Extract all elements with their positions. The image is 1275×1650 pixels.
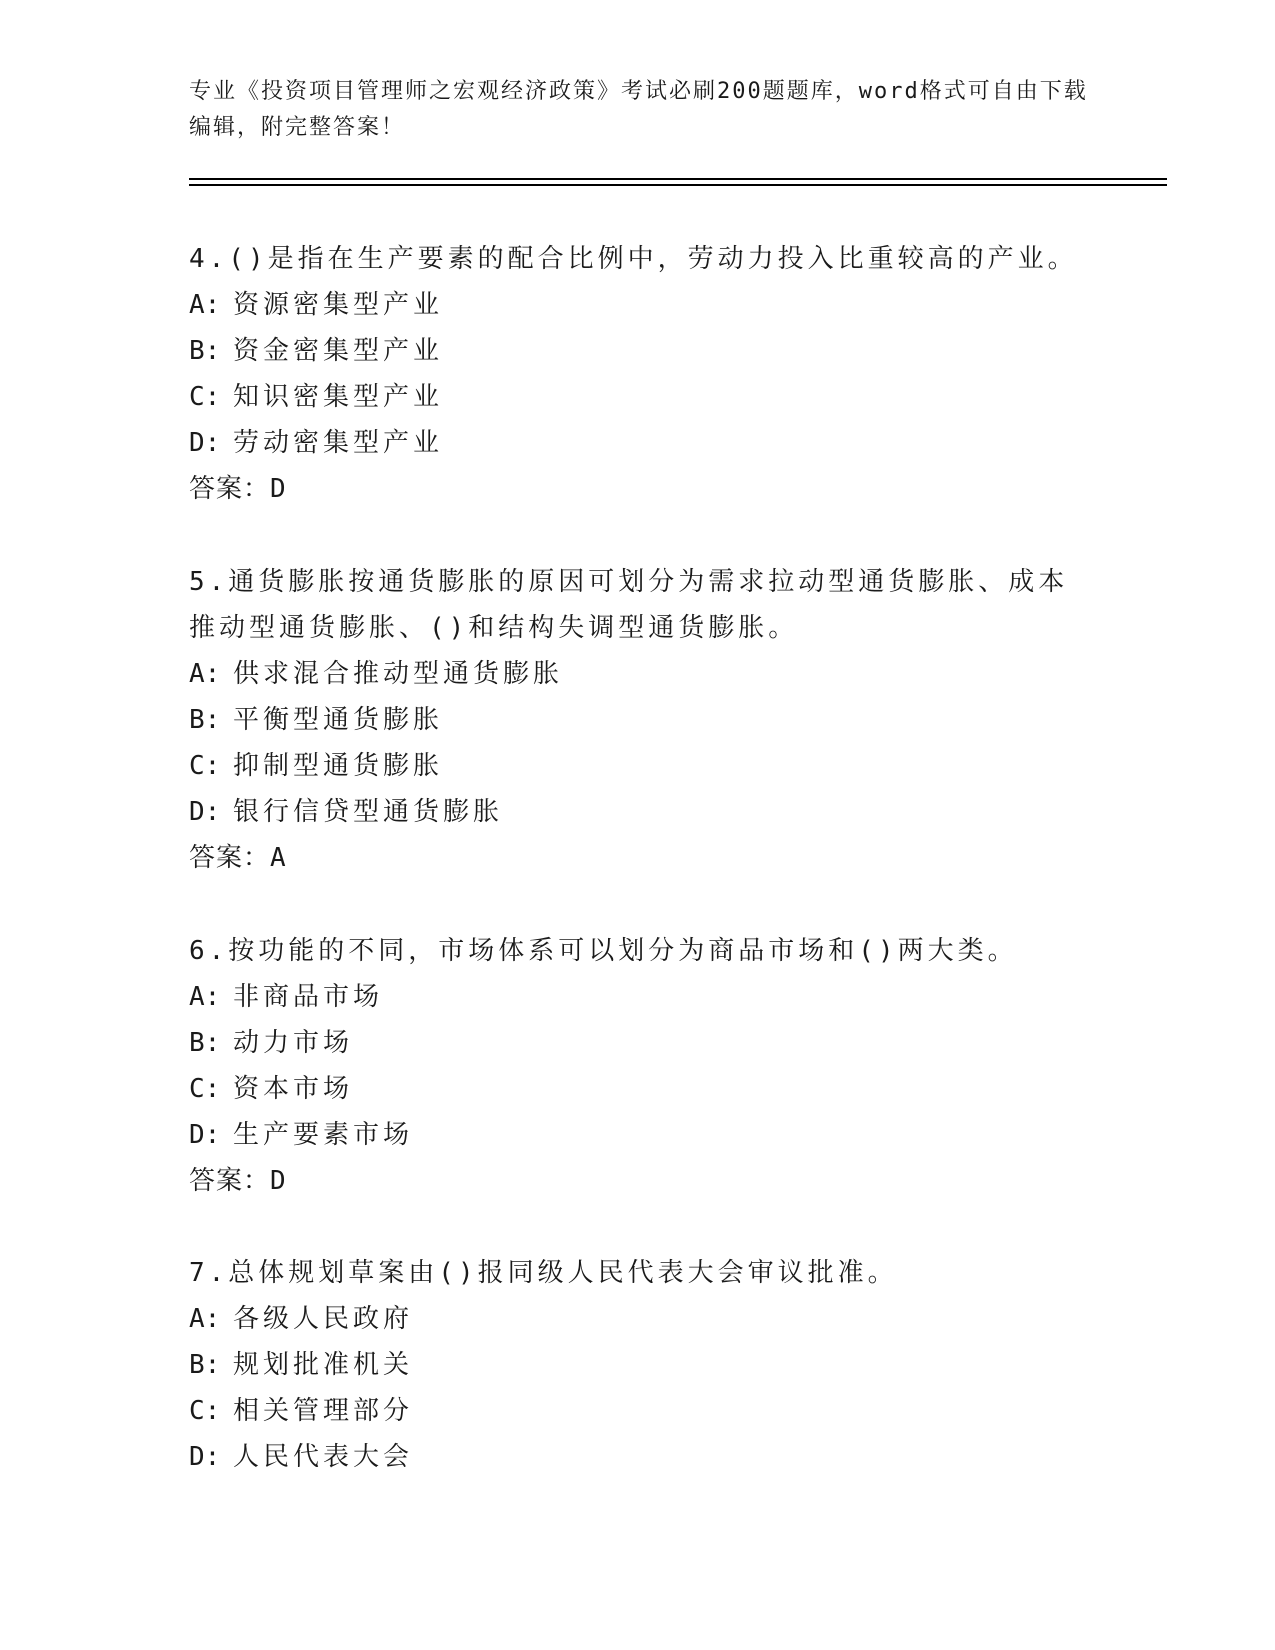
option-text: 各级人民政府 xyxy=(233,1304,414,1334)
option-a xyxy=(189,974,1089,1020)
option-label: C: xyxy=(189,1074,221,1104)
option-d xyxy=(189,420,1089,466)
option-text: 动力市场 xyxy=(233,1028,354,1058)
option-a xyxy=(189,1296,1089,1342)
option-d xyxy=(189,1112,1089,1158)
option-c xyxy=(189,1388,1089,1434)
option-a xyxy=(189,282,1089,328)
question-stem: 6.按功能的不同，市场体系可以划分为商品市场和()两大类。 xyxy=(189,936,1018,966)
option-label: C: xyxy=(189,382,221,412)
option-d xyxy=(189,789,1089,835)
option-text: 平衡型通货膨胀 xyxy=(233,705,444,735)
option-c xyxy=(189,374,1089,420)
question-5 xyxy=(189,559,1089,881)
option-text: 知识密集型产业 xyxy=(233,382,444,412)
option-label: A: xyxy=(189,659,221,689)
option-text: 资源密集型产业 xyxy=(233,290,444,320)
option-label: D: xyxy=(189,1442,221,1472)
option-label: C: xyxy=(189,1396,221,1426)
option-label: A: xyxy=(189,290,221,320)
option-d xyxy=(189,1434,1089,1480)
option-c xyxy=(189,743,1089,789)
question-stem: 7.总体规划草案由()报同级人民代表大会审议批准。 xyxy=(189,1258,898,1288)
option-a xyxy=(189,651,1089,697)
question-stem: 5.通货膨胀按通货膨胀的原因可划分为需求拉动型通货膨胀、成本推动型通货膨胀、()和结构失调型通货膨胀。 xyxy=(189,567,1069,643)
option-text: 资金密集型产业 xyxy=(233,336,444,366)
option-label: D: xyxy=(189,1120,221,1150)
question-stem: 4.()是指在生产要素的配合比例中，劳动力投入比重较高的产业。 xyxy=(189,244,1078,274)
option-label: B: xyxy=(189,336,221,366)
header-divider-top xyxy=(189,178,1167,180)
option-b xyxy=(189,328,1089,374)
option-label: B: xyxy=(189,1350,221,1380)
option-text: 抑制型通货膨胀 xyxy=(233,751,444,781)
document-header: 专业《投资项目管理师之宏观经济政策》考试必刷200题题库，word格式可自由下载编辑，附完整答案！ xyxy=(189,79,1088,140)
option-label: A: xyxy=(189,1304,221,1334)
option-text: 相关管理部分 xyxy=(233,1396,414,1426)
option-label: C: xyxy=(189,751,221,781)
option-c xyxy=(189,1066,1089,1112)
option-text: 资本市场 xyxy=(233,1074,354,1104)
question-4 xyxy=(189,236,1089,512)
question-7 xyxy=(189,1250,1089,1480)
answer-line: 答案：D xyxy=(189,1166,287,1196)
answer-line: 答案：A xyxy=(189,843,287,873)
option-b xyxy=(189,1342,1089,1388)
answer-line: 答案：D xyxy=(189,474,287,504)
header-divider-bottom xyxy=(189,184,1167,186)
option-label: B: xyxy=(189,1028,221,1058)
option-b xyxy=(189,1020,1089,1066)
option-text: 非商品市场 xyxy=(233,982,384,1012)
option-text: 银行信贷型通货膨胀 xyxy=(233,797,504,827)
question-6 xyxy=(189,928,1089,1204)
option-text: 生产要素市场 xyxy=(233,1120,414,1150)
option-label: D: xyxy=(189,428,221,458)
option-text: 劳动密集型产业 xyxy=(233,428,444,458)
option-text: 供求混合推动型通货膨胀 xyxy=(233,659,564,689)
option-label: D: xyxy=(189,797,221,827)
option-label: A: xyxy=(189,982,221,1012)
option-text: 规划批准机关 xyxy=(233,1350,414,1380)
option-b xyxy=(189,697,1089,743)
option-label: B: xyxy=(189,705,221,735)
option-text: 人民代表大会 xyxy=(233,1442,414,1472)
